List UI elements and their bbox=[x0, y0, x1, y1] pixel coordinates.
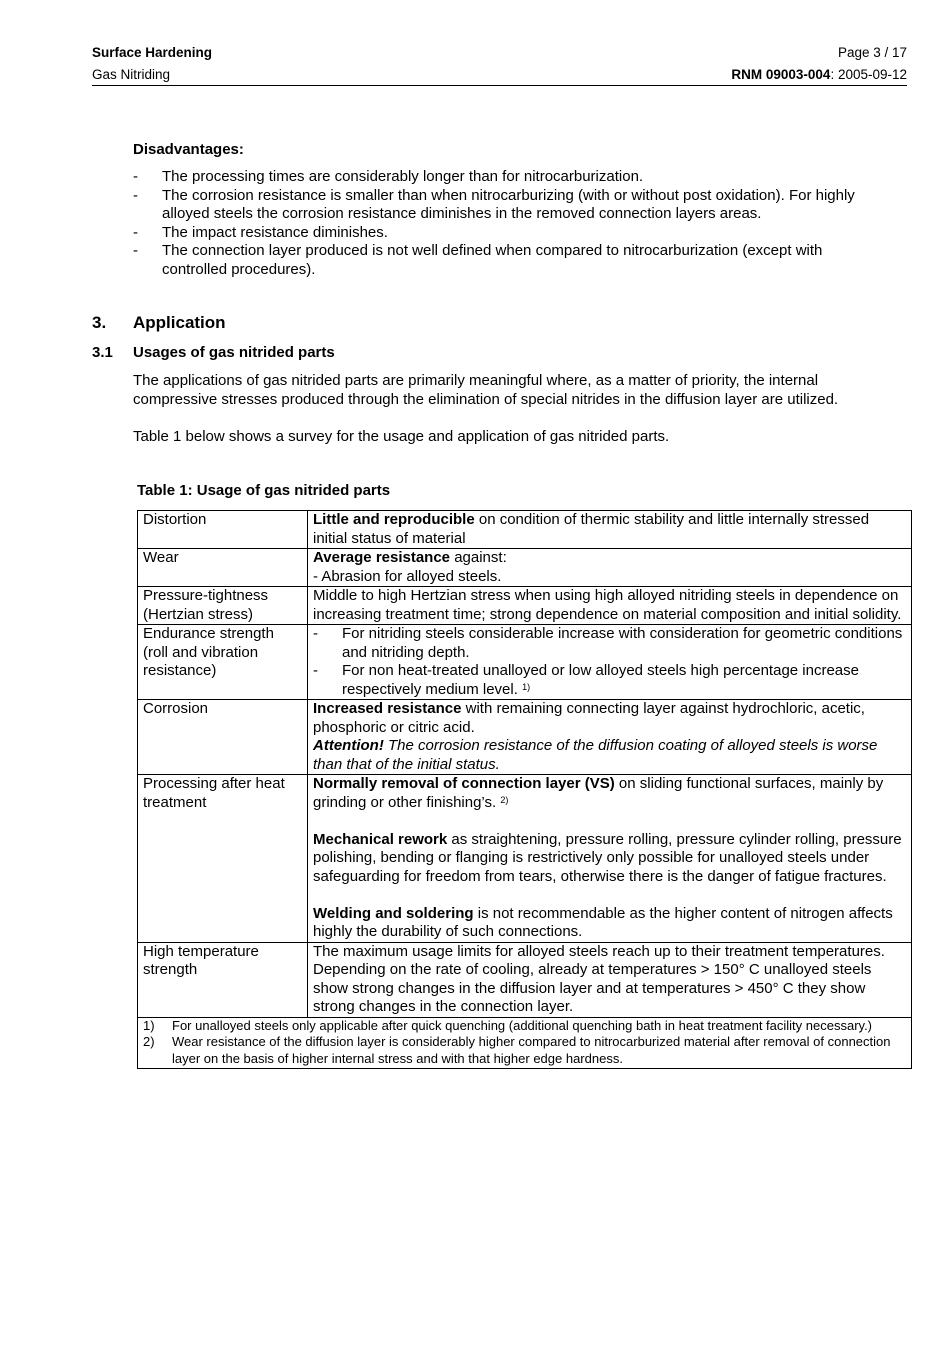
table-footnotes bbox=[138, 1017, 912, 1069]
row-description: Average resistance against: - Abrasion for alloyed steels. bbox=[308, 549, 912, 587]
row-description: Normally removal of connection layer (VS) on sliding functional surfaces, mainly by grinding or other finishing’s. $^{2)}$ Mechanical rework as straightening, pressure rolling, pressure cylinder rolling, pressure polishing, bending or flanging is restrictively only possible for unalloyed steels under safeguarding for freedom from tears, otherwise there is the danger of fatigue fractures. Welding and soldering is not recommendable as the higher content of nitrogen affects highly the durability of such connections. bbox=[308, 775, 912, 943]
list-item: - The processing times are considerably longer than for nitrocarburization. bbox=[133, 168, 644, 185]
subsection-number: 3.1 bbox=[92, 344, 113, 361]
page-number: Page 3 / 17 bbox=[837, 45, 907, 60]
document-title: Surface Hardening bbox=[92, 45, 213, 60]
header-divider bbox=[92, 85, 907, 86]
list-item-text: The connection layer produced is not well defined when compared to nitrocarburization (except with controlled procedures). bbox=[162, 242, 823, 278]
list-item-text: The impact resistance diminishes. bbox=[162, 223, 388, 241]
subsection-title: Usages of gas nitrided parts bbox=[133, 344, 335, 361]
table-row bbox=[138, 775, 912, 943]
row-description: The maximum usage limits for alloyed steels reach up to their treatment temperatures. Depending on the rate of cooling, already at temperatures > 150° C unalloyed steels show strong changes in the diffusion layer and at temperatures > 450° C they show strong changes in the connection layer. bbox=[308, 942, 912, 1017]
list-item-text: The corrosion resistance is smaller than when nitrocarburizing (with or without post oxidation). For highly alloyed steels the corrosion resistance diminishes in the removed connection layers areas. bbox=[162, 186, 855, 222]
row-label: Processing after heat treatment bbox=[138, 775, 308, 943]
list-item: - The corrosion resistance is smaller than when nitrocarburizing (with or without post oxidation). For highly alloyed steels the corrosion resistance diminishes in the removed connection layers areas. bbox=[133, 186, 855, 222]
list-item: - The impact resistance diminishes. bbox=[133, 223, 388, 241]
row-description: Increased resistance with remaining connecting layer against hydrochloric, acetic, phosphoric or citric acid. Attention! The corrosion resistance of the diffusion coating of alloyed steels is worse than that of the initial status. bbox=[308, 700, 912, 775]
table-caption: Table 1: Usage of gas nitrided parts bbox=[137, 482, 391, 499]
row-label: Endurance strength (roll and vibration resistance) bbox=[138, 625, 308, 700]
reference-date: : 2005-09-12 bbox=[830, 67, 907, 82]
section-title: Application bbox=[133, 313, 226, 332]
footnote: 1) For unalloyed steels only applicable after quick quenching (additional quenching bath in heat treatment facility necessary.) bbox=[143, 1017, 873, 1033]
row-description: Middle to high Hertzian stress when using high alloyed nitriding steels in dependence on increasing treatment time; strong dependence on material composition and initial solidity. bbox=[308, 587, 912, 625]
applications-paragraph: The applications of gas nitrided parts are primarily meaningful where, as a matter of priority, the internal compressive stresses produced through the elimination of special nitrides in the diffusion layer are utilized. bbox=[133, 372, 839, 408]
document-reference bbox=[731, 67, 907, 82]
list-item-text: The processing times are considerably longer than for nitrocarburization. bbox=[162, 168, 644, 185]
list-item: - The connection layer produced is not well defined when compared to nitrocarburization (except with controlled procedures). bbox=[133, 242, 823, 278]
row-label: Corrosion bbox=[138, 700, 308, 775]
document-subtitle: Gas Nitriding bbox=[92, 67, 171, 82]
row-label: Pressure-tightness (Hertzian stress) bbox=[138, 587, 308, 625]
reference-code: RNM 09003-004 bbox=[731, 67, 831, 82]
row-label: Wear bbox=[138, 549, 308, 587]
row-label: High temperature strength bbox=[138, 942, 308, 1017]
row-description: Little and reproducible on condition of thermic stability and little internally stressed initial status of material bbox=[308, 511, 912, 549]
table-row bbox=[138, 700, 912, 775]
footnote: 2) Wear resistance of the diffusion layer is considerably higher compared to nitrocarburized material after removal of connection layer on the basis of higher internal stress and with that higher edge hardness. bbox=[143, 1034, 891, 1066]
table-row bbox=[138, 549, 912, 587]
list-item: - For non heat-treated unalloyed or low alloyed steels high percentage increase respectively medium level. $^{1)}$ bbox=[313, 662, 859, 698]
footnote-ref: 2) bbox=[500, 794, 509, 805]
table-notes-row bbox=[138, 1017, 912, 1069]
disadvantages-heading: Disadvantages: bbox=[133, 141, 244, 158]
usage-table bbox=[137, 510, 912, 1069]
table-row bbox=[138, 625, 912, 700]
row-label: Distortion bbox=[138, 511, 308, 549]
row-description bbox=[308, 625, 912, 700]
table-row bbox=[138, 511, 912, 549]
table-row bbox=[138, 942, 912, 1017]
disadvantages-list bbox=[133, 168, 878, 279]
section-number: 3. bbox=[92, 313, 107, 332]
table-intro-paragraph: Table 1 below shows a survey for the usage and application of gas nitrided parts. bbox=[133, 428, 670, 445]
footnote-ref: 1) bbox=[522, 681, 531, 692]
table-row bbox=[138, 587, 912, 625]
list-item: - For nitriding steels considerable increase with consideration for geometric conditions and nitriding depth. bbox=[313, 625, 903, 661]
